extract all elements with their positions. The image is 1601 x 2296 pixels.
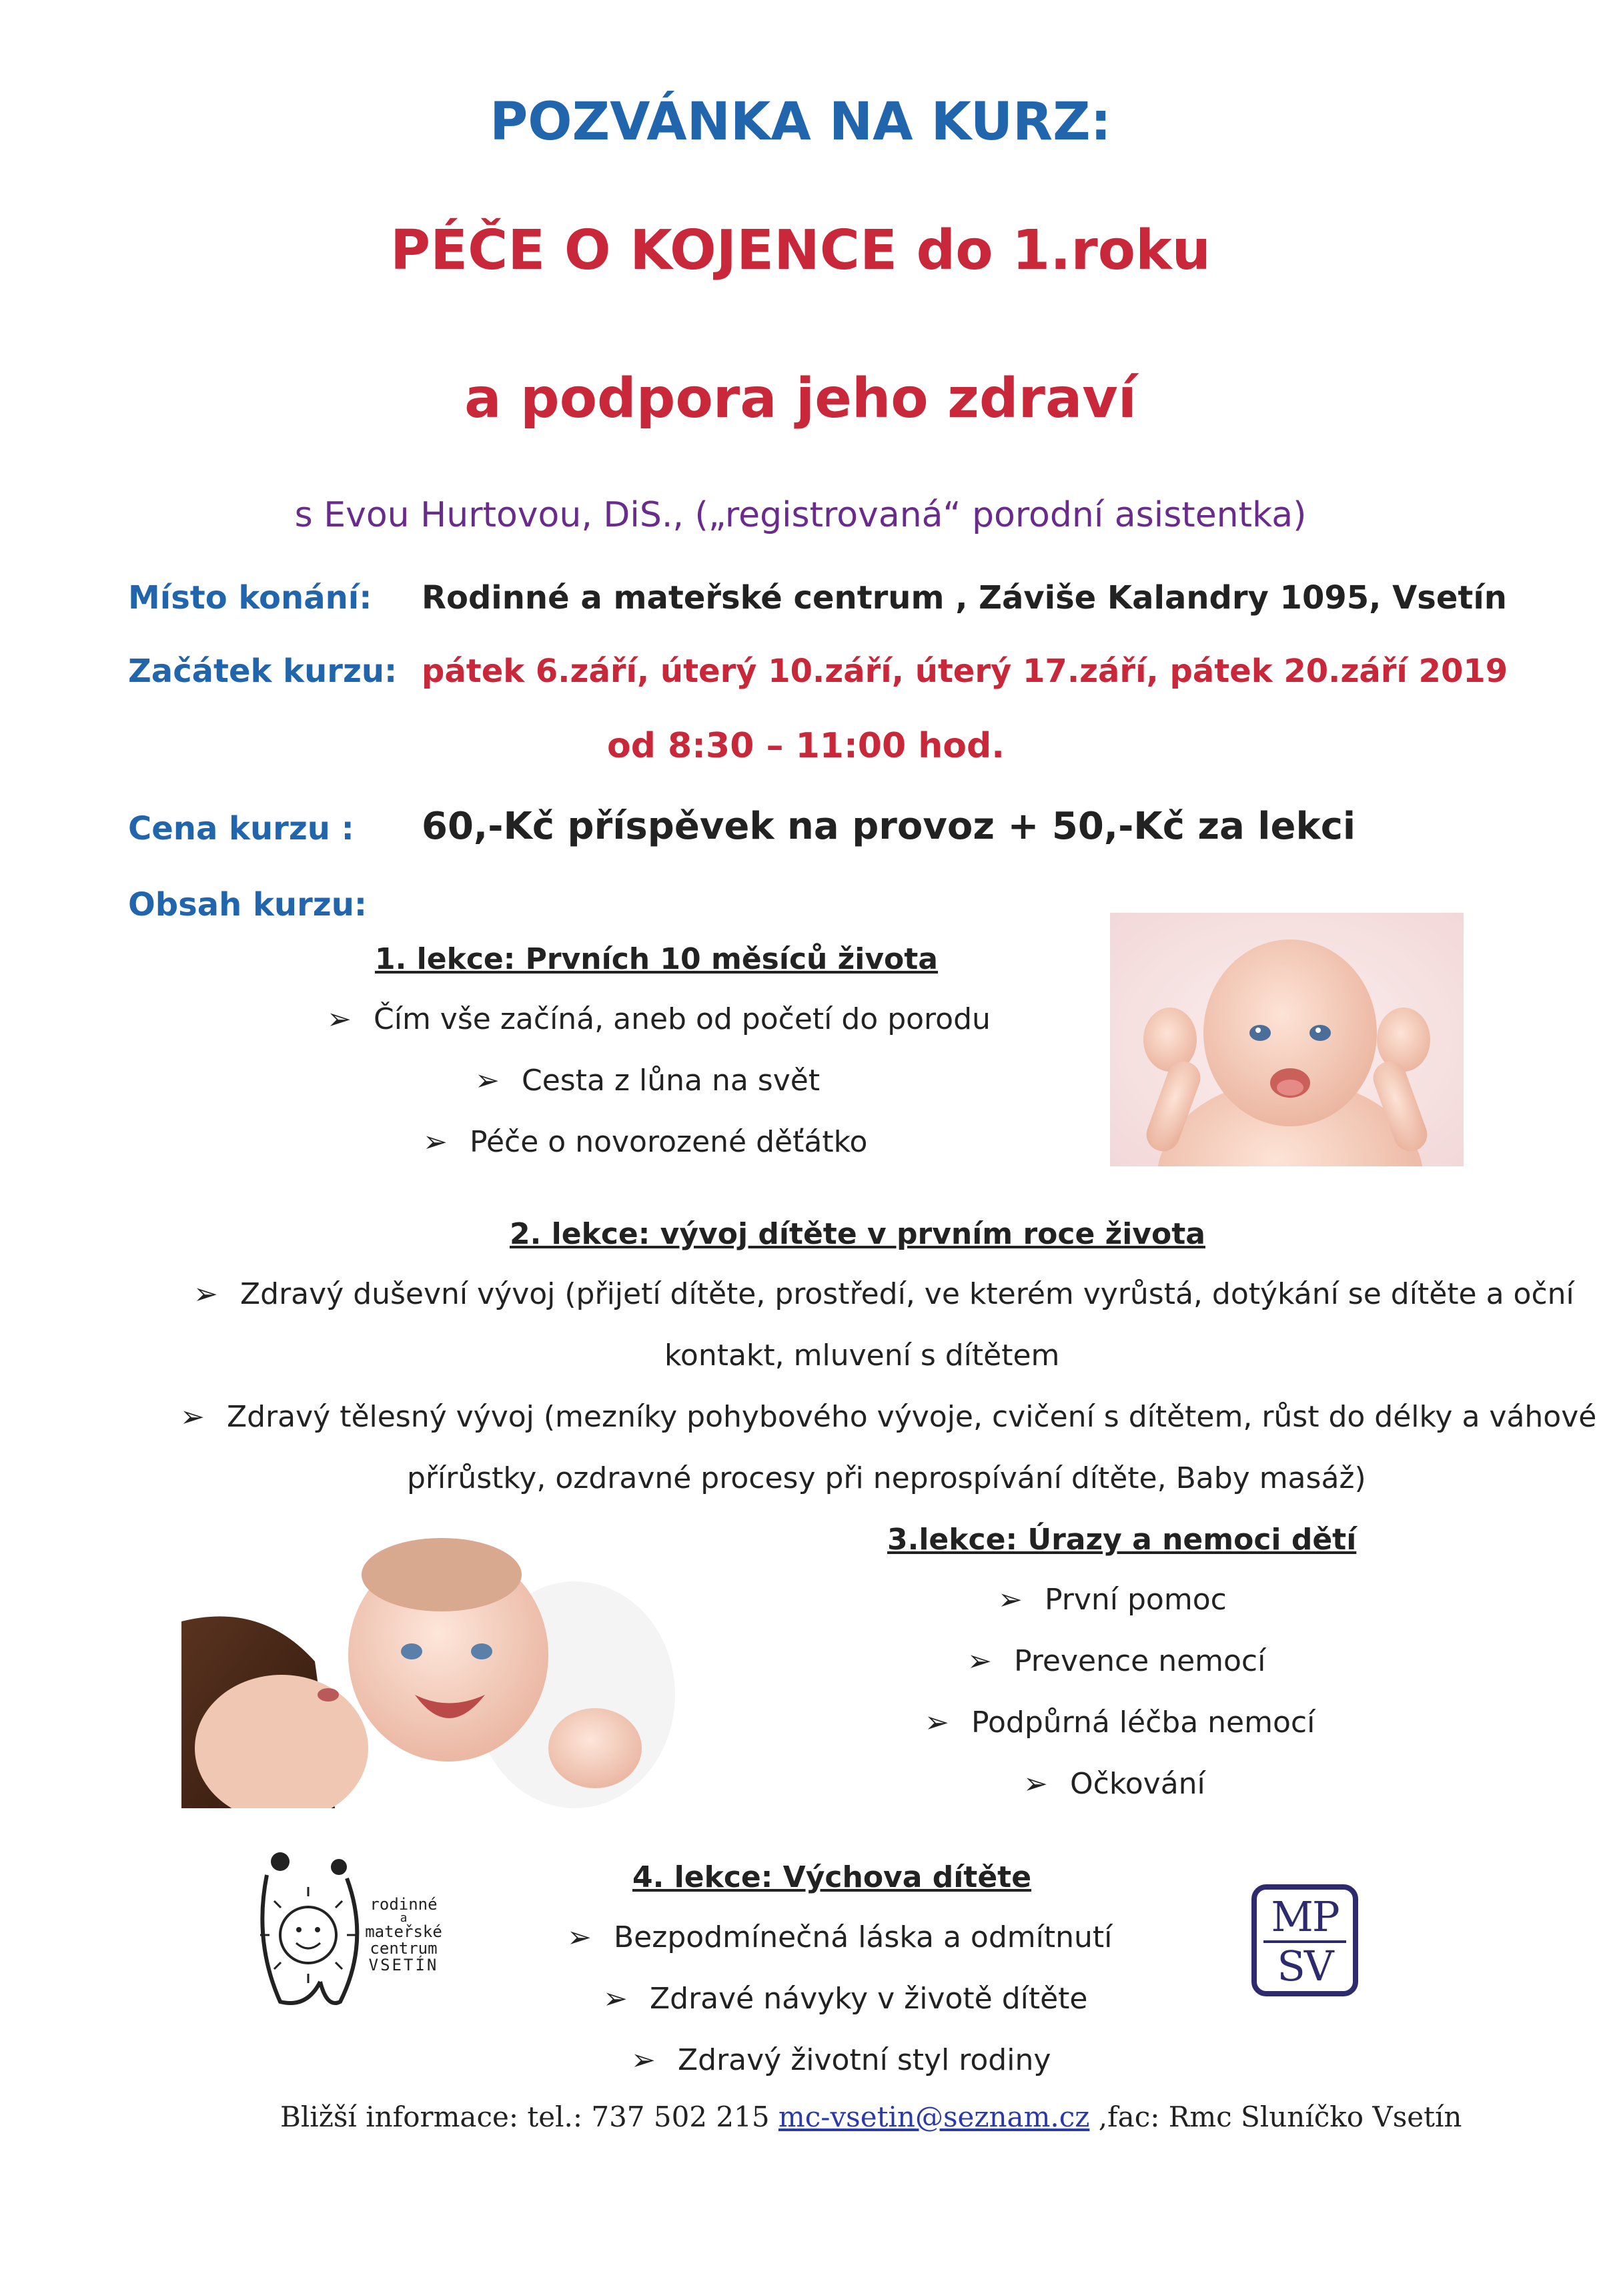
price-label: Cena kurzu : — [128, 810, 354, 847]
mother-baby-photo — [181, 1528, 675, 1808]
list-item-continuation: kontakt, mluvení s dítětem — [664, 1338, 1060, 1373]
rmc-logo-line4: centrum — [370, 1939, 438, 1958]
mpsv-logo-top: MP — [1263, 1894, 1346, 1943]
rmc-logo-line5: VSETÍN — [368, 1956, 439, 1974]
rmc-logo-line3: mateřské — [365, 1922, 442, 1941]
content-label: Obsah kurzu: — [128, 886, 368, 923]
lesson3-title: 3.lekce: Úrazy a nemoci dětí — [887, 1523, 1357, 1557]
footer-prefix: Bližší informace: tel.: 737 502 215 — [280, 2100, 778, 2133]
list-item: ➢ Čím vše začíná, aneb od početí do porodu — [327, 1002, 991, 1036]
place-value: Rodinné a mateřské centrum , Záviše Kalandry 1095, Vsetín — [422, 579, 1507, 617]
rmc-logo — [253, 1848, 467, 2022]
start-time: od 8:30 – 11:00 hod. — [607, 726, 1005, 766]
list-item: ➢ Zdravý životní styl rodiny — [631, 2043, 1051, 2077]
list-item: ➢ První pomoc — [998, 1583, 1227, 1617]
baby-photo — [1110, 913, 1464, 1166]
footer-info — [280, 2100, 1462, 2133]
place-label: Místo konání: — [128, 579, 372, 617]
list-item: ➢ Podpůrná léčba nemocí — [925, 1705, 1315, 1740]
course-subtitle: a podpora jeho zdraví — [464, 367, 1137, 430]
list-item: ➢ Cesta z lůna na svět — [475, 1064, 821, 1098]
list-item: ➢ Zdravý duševní vývoj (přijetí dítěte, prostředí, ve kterém vyrůstá, dotýkání se dítěte a oční — [193, 1277, 1574, 1311]
rmc-logo-line1: rodinné — [370, 1895, 438, 1914]
course-title: PÉČE O KOJENCE do 1.roku — [390, 219, 1211, 282]
lesson1-title: 1. lekce: Prvních 10 měsíců života — [375, 942, 938, 976]
footer-suffix: ,fac: Rmc Sluníčko Vsetín — [1089, 2100, 1462, 2133]
list-item: ➢ Bezpodmínečná láska a odmítnutí — [567, 1920, 1113, 1954]
start-dates: pátek 6.září, úterý 10.září, úterý 17.září, pátek 20.září 2019 — [422, 653, 1508, 690]
list-item: ➢ Očkování — [1023, 1767, 1205, 1801]
price-value: 60,-Kč příspěvek na provoz + 50,-Kč za lekci — [422, 805, 1356, 848]
email-link[interactable]: mc-vsetin@seznam.cz — [778, 2100, 1090, 2133]
mpsv-logo — [1251, 1884, 1358, 1996]
list-item: ➢ Péče o novorozené děťátko — [423, 1125, 868, 1159]
rmc-logo-line2: a — [400, 1911, 408, 1925]
start-label: Začátek kurzu: — [128, 653, 398, 690]
invite-heading: POZVÁNKA NA KURZ: — [490, 92, 1111, 152]
lesson4-title: 4. lekce: Výchova dítěte — [632, 1860, 1032, 1894]
mpsv-logo-bottom: SV — [1277, 1942, 1333, 1990]
list-item: ➢ Zdravý tělesný vývoj (mezníky pohybového vývoje, cvičení s dítětem, růst do délky a váhové — [180, 1400, 1597, 1434]
list-item: ➢ Zdravé návyky v životě dítěte — [603, 1982, 1088, 2016]
list-item-continuation: přírůstky, ozdravné procesy při neprospívání dítěte, Baby masáž) — [407, 1461, 1366, 1495]
lecturer-line: s Evou Hurtovou, DiS., („registrovaná“ porodní asistentka) — [294, 495, 1307, 535]
list-item: ➢ Prevence nemocí — [967, 1644, 1266, 1678]
lesson2-title: 2. lekce: vývoj dítěte v prvním roce života — [510, 1217, 1205, 1251]
